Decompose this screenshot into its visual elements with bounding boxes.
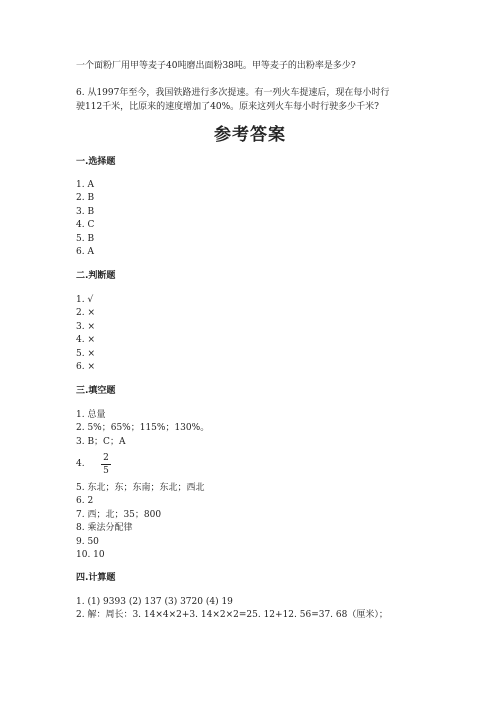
fraction-denominator: 5: [103, 466, 109, 476]
list-item: 10. 10: [76, 549, 105, 560]
list-item: 6. ×: [76, 361, 95, 372]
list-item: 6. A: [76, 246, 94, 257]
list-item: 9. 50: [76, 536, 99, 547]
list-item: 4. C: [76, 220, 95, 231]
list-item: 4. ×: [76, 335, 95, 346]
section-heading-calc: 四.计算题: [76, 573, 116, 583]
fraction-numerator: 2: [103, 453, 109, 463]
list-item: 5. 东北；东；东南；东北；西北: [76, 483, 205, 493]
section-heading-choice: 一.选择题: [76, 157, 116, 167]
list-item: 2. B: [76, 193, 95, 204]
list-item: 2. ×: [76, 308, 95, 319]
list-item: 3. ×: [76, 321, 95, 332]
list-item: 1. √: [76, 295, 94, 305]
list-item: 7. 西；北；35；800: [76, 509, 162, 520]
fill-answer-list-b: [76, 482, 204, 562]
choice-answer-list: [76, 179, 94, 259]
section-heading-fill: 三.填空题: [76, 386, 116, 396]
list-item: 8. 乘法分配律: [76, 523, 133, 534]
section-heading-judge: 二.判断题: [76, 271, 116, 281]
answer-title: 参考答案: [214, 125, 286, 145]
calc-answer-list: [76, 596, 388, 623]
question-6-line-1: 6. 从1997年至今，我国铁路进行多次提速。有一列火车提速后，现在每小时行: [76, 88, 390, 98]
list-item: 1. 总量: [76, 410, 106, 420]
list-item: 1. A: [76, 180, 94, 190]
list-item: 5. B: [76, 233, 95, 244]
question-5-text: 一个面粉厂用甲等麦子40吨磨出面粉38吨。甲等麦子的出粉率是多少?: [76, 61, 356, 71]
fill-answer-list-a: [76, 409, 209, 449]
list-item: 6. 2: [76, 496, 94, 507]
judge-answer-list: [76, 294, 95, 374]
list-item: 1. (1) 9393 (2) 137 (3) 3720 (4) 19: [76, 597, 233, 607]
list-item: 2. 5%；65%；115%；130%。: [76, 423, 210, 434]
list-item: 3. B；C；A: [76, 436, 126, 447]
list-item: 2. 解：周长：3. 14×4×2+3. 14×2×2=25. 12+12. 56=37. 68（厘米）；: [76, 610, 388, 621]
fraction-item-label: 4.: [76, 459, 85, 469]
question-6-line-2: 驶112千米，比原来的速度增加了40%。原来这列火车每小时行驶多少千米?: [76, 102, 380, 112]
list-item: 5. ×: [76, 348, 95, 359]
list-item: 3. B: [76, 206, 95, 217]
